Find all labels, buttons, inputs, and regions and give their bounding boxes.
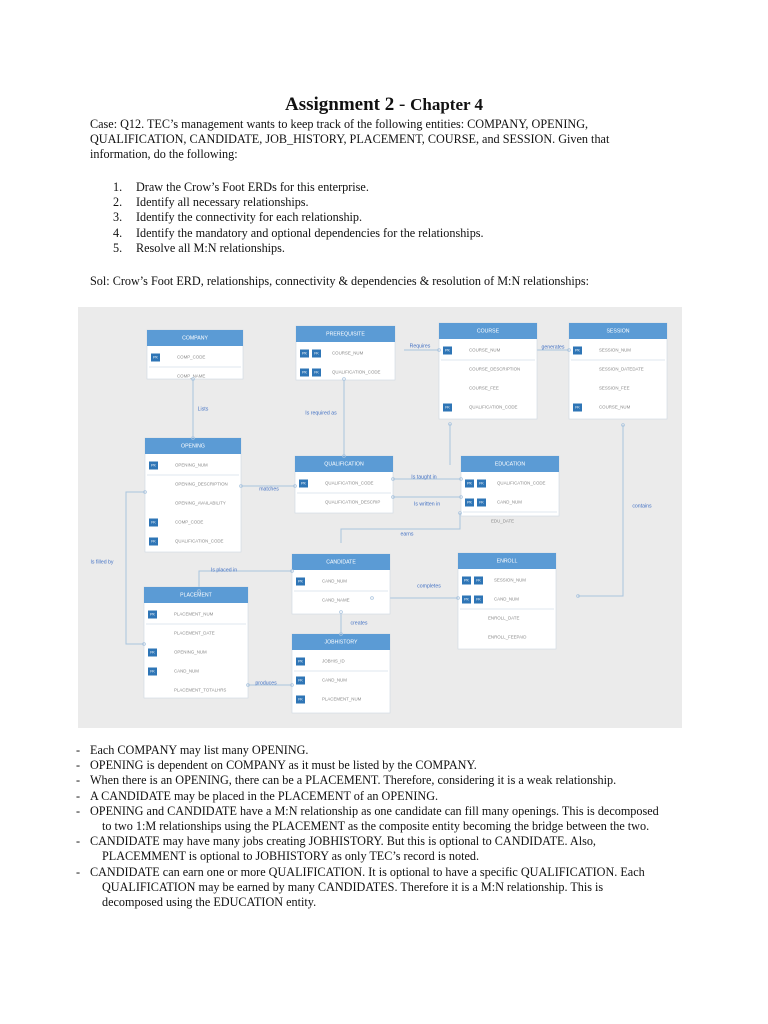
entity-name: EDUCATION [494, 461, 526, 468]
attribute-label: COMP_CODE [175, 519, 204, 525]
task-number: 1. [113, 180, 123, 194]
entity-name: JOBHISTORY [324, 639, 358, 646]
relationship-label: produces [255, 680, 277, 687]
relationship-line [578, 425, 623, 596]
entity-education [461, 456, 559, 524]
task-text: Resolve all M:N relationships. [136, 240, 285, 255]
erd-canvas [78, 307, 682, 728]
attribute-label: COMP_CODE [177, 354, 206, 360]
entity-name: QUALIFICATION [324, 461, 364, 468]
attribute-label: SESSION_FEE [599, 385, 630, 391]
key-badge-label: PK [151, 463, 156, 468]
note-item: - OPENING is dependent on COMPANY as it must be listed by the COMPANY. [76, 758, 477, 773]
task-number: 2. [113, 195, 123, 210]
key-badge-label: FK [151, 520, 156, 525]
attribute-label: QUALIFICATION_CODE [175, 538, 224, 544]
note-continuation: PLACEMMENT is optional to JOBHISTORY as only TEC’s record is noted. [102, 849, 480, 864]
entity-name: OPENING [181, 443, 205, 450]
attribute-label: ENROLL_DATE [488, 615, 520, 621]
task-item [113, 180, 484, 195]
key-badge-label: FK [445, 405, 450, 410]
title-separator: - [394, 94, 411, 115]
solution-line: Sol: Crow’s Foot ERD, relationships, connectivity & dependencies & resolution of M:N relationships: [90, 274, 589, 288]
key-badge-label: FK [150, 650, 155, 655]
attribute-label: OPENING_NUM [175, 462, 208, 468]
key-badge-label: FK [314, 370, 319, 375]
attribute-label: COMP_NAME [177, 373, 206, 379]
task-list [113, 180, 484, 256]
attribute-label: COURSE_NUM [469, 347, 501, 353]
attribute-label: COURSE_NUM [332, 350, 364, 356]
attribute-label: EDU_DATE [491, 518, 515, 524]
key-badge-label: PK [467, 481, 472, 486]
note-item: - CANDIDATE may have many jobs creating JOBHISTORY. But this is optional to CANDIDATE. Also, PLACEMMENT is optional to JOBHISTORY as only TEC’s record is noted. [76, 834, 696, 864]
entity-name: PLACEMENT [180, 592, 212, 599]
attribute-label: CAND_NUM [174, 668, 199, 674]
task-text: Identify the mandatory and optional dependencies for the relationships. [136, 225, 484, 240]
entity-name: SESSION [606, 328, 630, 335]
note-text: OPENING and CANDIDATE have a M:N relationship as one candidate can fill many openings. This is decomposed [90, 803, 659, 818]
entity-session [569, 323, 667, 419]
task-text: Draw the Crow’s Foot ERDs for this enterprise. [136, 180, 369, 194]
attribute-label: COURSE_NUM [599, 404, 631, 410]
task-item [113, 241, 484, 256]
relationship-label: matches [259, 486, 279, 493]
attribute-label: COURSE_FEE [469, 385, 499, 391]
key-badge-label: PK [464, 578, 469, 583]
relationship-label: Is filled by [90, 559, 114, 566]
key-badge-label: PK [445, 348, 450, 353]
key-badge-label: FK [150, 669, 155, 674]
entity-name: COURSE [476, 328, 500, 335]
entity-jobhistory [292, 634, 390, 713]
attribute-label: QUALIFICATION_CODE [497, 480, 546, 486]
relationship-label: Lists [197, 406, 209, 413]
relationship-label: creates [350, 620, 368, 627]
note-item: - Each COMPANY may list many OPENING. [76, 743, 309, 757]
entity-box [144, 587, 248, 698]
entity-name: ENROLL [496, 558, 518, 565]
key-badge-label: FK [298, 697, 303, 702]
entity-name: CANDIDATE [326, 559, 356, 566]
attribute-label: QUALIFICATION_CODE [469, 404, 518, 410]
attribute-label: CAND_NUM [494, 596, 519, 602]
task-text: Identify the connectivity for each relationship. [136, 210, 363, 225]
task-number: 4. [113, 225, 123, 240]
title-chapter: Chapter 4 [410, 95, 483, 114]
key-badge-label: PK [301, 481, 306, 486]
note-text: A CANDIDATE may be placed in the PLACEMENT of an OPENING. [90, 788, 439, 803]
entity-name: COMPANY [182, 335, 208, 342]
attribute-label: OPENING_DESCRIPTION [175, 481, 228, 487]
task-item [113, 226, 484, 241]
note-item: - OPENING and CANDIDATE have a M:N relationship as one candidate can fill many openings. This is decomposed to two 1:M relationships using the PLACEMENT as the composite entity becoming the bridge between the two. [76, 804, 696, 834]
attribute-label: QUALIFICATION_CODE [332, 369, 381, 375]
entity-placement [144, 587, 248, 698]
note-continuation: to two 1:M relationships using the PLACEMENT as the composite entity becoming the bridge between the two. [102, 819, 650, 834]
page-title [0, 94, 768, 116]
entity-prerequisite [296, 326, 395, 380]
key-badge-label: FK [479, 481, 484, 486]
intro-line: Case: Q12. TEC’s management wants to keep track of the following entities: COMPANY, OPENING, [90, 117, 589, 131]
attribute-label: CAND_NUM [322, 578, 347, 584]
note-text: Each COMPANY may list many OPENING. [90, 743, 309, 757]
attribute-label: PLACEMENT_DATE [174, 630, 215, 636]
attribute-label: COURSE_DESCRIPTION [469, 366, 521, 372]
entity-course [439, 323, 537, 419]
key-badge-label: FK [479, 500, 484, 505]
relationship-label: Is written in [413, 501, 441, 508]
entity-company [147, 330, 243, 379]
key-badge-label: PK [302, 351, 307, 356]
attribute-label: SESSION_NUM [599, 347, 631, 353]
note-text: CANDIDATE can earn one or more QUALIFICATION. It is optional to have a specific QUALIFICATION. Each [90, 864, 645, 879]
attribute-label: PLACEMENT_TOTALHRS [174, 687, 227, 693]
entity-opening [145, 438, 241, 552]
key-badge-label: FK [476, 597, 481, 602]
key-badge-label: PK [298, 579, 303, 584]
attribute-label: SESSION_NUM [494, 577, 526, 583]
attribute-label: CAND_NUM [497, 499, 522, 505]
task-number: 5. [113, 240, 123, 255]
key-badge-label: PK [153, 355, 158, 360]
entity-candidate [292, 554, 390, 614]
key-badge-label: PK [150, 612, 155, 617]
title-main: Assignment 2 [285, 94, 395, 115]
key-badge-label: FK [314, 351, 319, 356]
attribute-label: QUALIFICATION_CODE [325, 480, 374, 486]
attribute-label: QUALIFICATION_DESCRIP [325, 499, 381, 505]
attribute-label: OPENING_NUM [174, 649, 207, 655]
key-badge-label: PK [464, 597, 469, 602]
entity-qualification [295, 456, 393, 513]
attribute-label: CAND_NUM [322, 677, 347, 683]
relationship-label: earns [400, 531, 414, 538]
key-badge-label: PK [302, 370, 307, 375]
key-badge-label: PK [298, 659, 303, 664]
task-text: Identify all necessary relationships. [136, 195, 309, 210]
entity-name: PREREQUISITE [326, 331, 365, 338]
entity-enroll [458, 553, 556, 649]
key-badge-label: FK [476, 578, 481, 583]
erd-diagram [78, 307, 682, 728]
task-number: 3. [113, 210, 123, 225]
note-text: OPENING is dependent on COMPANY as it must be listed by the COMPANY. [90, 758, 477, 773]
intro-line: QUALIFICATION, CANDIDATE, JOB_HISTORY, PLACEMENT, COURSE, and SESSION. Given that [90, 132, 610, 147]
key-badge-label: FK [575, 405, 580, 410]
attribute-label: OPENING_AVAILABILITY [175, 500, 226, 506]
attribute-label: CAND_NAME [322, 597, 350, 603]
key-badge-label: PK [467, 500, 472, 505]
relationship-line [341, 513, 460, 543]
relationship-label: contains [632, 503, 652, 510]
attribute-label: SESSION_DATEDATE [599, 366, 644, 372]
note-item: - CANDIDATE can earn one or more QUALIFICATION. It is optional to have a specific QUALIFICATION. Each QUALIFICATION may be earned by many CANDIDATES. Therefore it is a M:N relationship. This is decomposed using the EDUCATION entity. [76, 865, 696, 911]
note-text: CANDIDATE may have many jobs creating JOBHISTORY. But this is optional to CANDIDATE. Also, [90, 834, 596, 849]
notes-list [76, 743, 696, 910]
relationship-label: Is required as [305, 410, 337, 417]
note-text: When there is an OPENING, there can be a PLACEMENT. Therefore, considering it is a weak relationship. [90, 773, 617, 788]
relationship-label: completes [417, 583, 441, 590]
note-continuation: QUALIFICATION may be earned by many CANDIDATES. Therefore it is a M:N relationship. This is decomposed using the EDUCATION entity. [102, 879, 604, 910]
relationship-label: Is placed in [210, 567, 238, 574]
key-badge-label: FK [298, 678, 303, 683]
key-badge-label: PK [575, 348, 580, 353]
intro-line: information, do the following: [90, 147, 238, 162]
entity-box [145, 438, 241, 552]
key-badge-label: FK [151, 539, 156, 544]
task-item [113, 210, 484, 225]
attribute-label: PLACEMENT_NUM [174, 611, 214, 617]
task-item [113, 195, 484, 210]
relationship-label: Requires [409, 343, 431, 350]
relationship-label: Is taught in [411, 474, 437, 481]
attribute-label: JOBHIS_ID [322, 658, 345, 664]
attribute-label: PLACEMENT_NUM [322, 696, 362, 702]
relationship-label: generates [541, 344, 565, 351]
note-item: - When there is an OPENING, there can be a PLACEMENT. Therefore, considering it is a weak relationship. [76, 773, 617, 788]
relationship-line [126, 492, 145, 644]
attribute-label: ENROLL_FEEPAID [488, 634, 527, 640]
case-intro [90, 117, 690, 163]
note-item: - A CANDIDATE may be placed in the PLACEMENT of an OPENING. [76, 788, 439, 803]
